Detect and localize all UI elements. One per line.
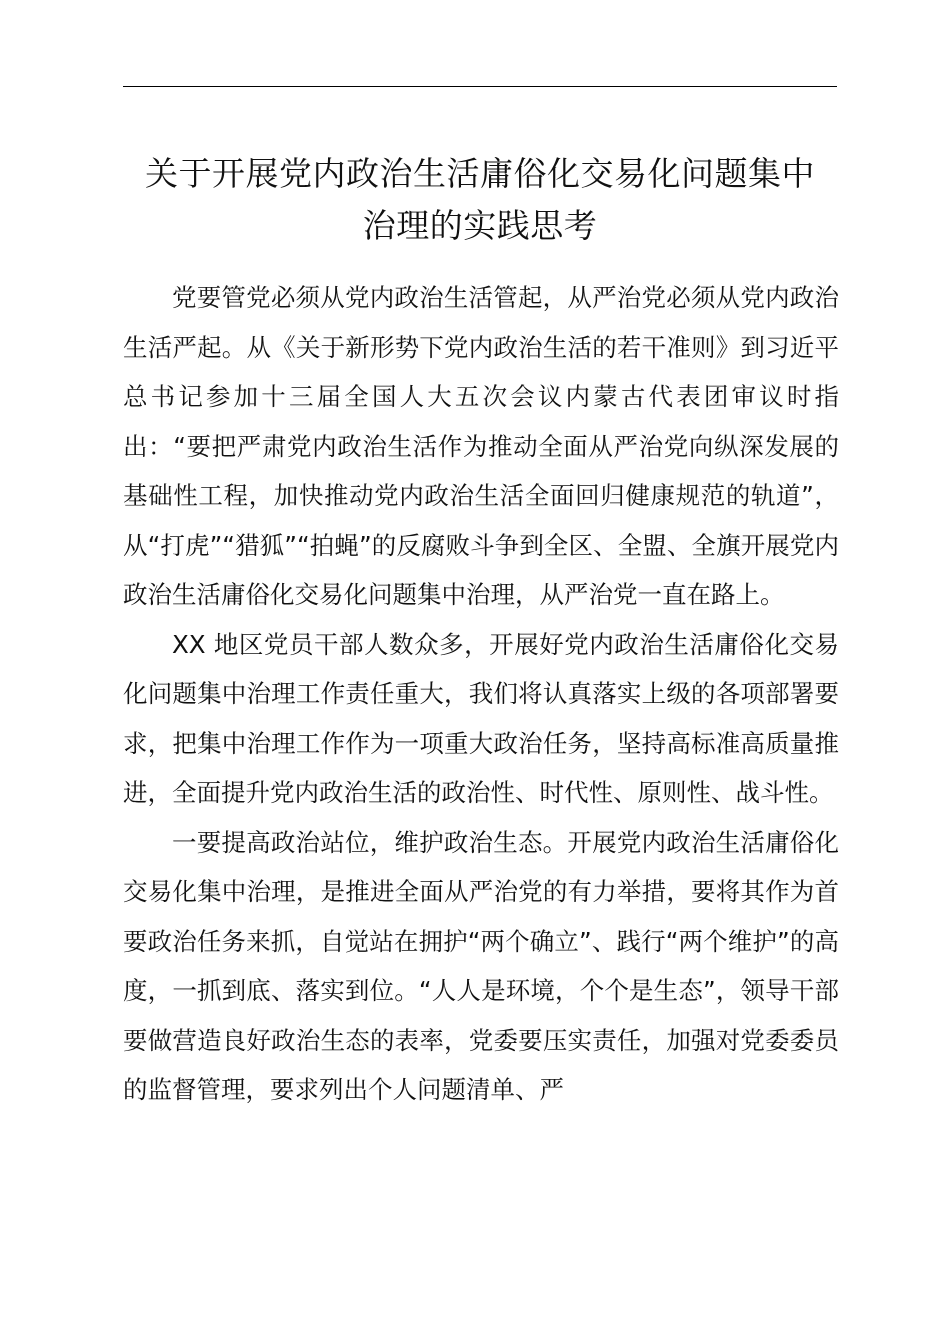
- paragraph-2: XX 地区党员干部人数众多，开展好党内政治生活庸俗化交易化问题集中治理工作责任重大，我们将认真落实上级的各项部署要求，把集中治理工作作为一项重大政治任务，坚持高标准高质量推进，全面提升党内政治生活的政治性、时代性、原则性、战斗性。: [123, 629, 839, 807]
- paragraph-1: 党要管党必须从党内政治生活管起，从严治党必须从党内政治生活严起。从《关于新形势下党内政治生活的若干准则》到习近平总书记参加十三届全国人大五次会议内蒙古代表团审议时指出：“要把严肃党内政治生活作为推动全面从严治党向纵深发展的基础性工程，加快推动党内政治生活全面回归健康规范的轨道”，从“打虎”“猎狐”“拍蝇”的反腐败斗争到全区、全盟、全旗开展党内政治生活庸俗化交易化问题集中治理，从严治党一直在路上。: [123, 283, 839, 609]
- title-line-2: 治理的实践思考: [362, 206, 598, 245]
- paragraph-3: 一要提高政治站位，维护政治生态。开展党内政治生活庸俗化交易化集中治理，是推进全面从严治党的有力举措，要将其作为首要政治任务来抓，自觉站在拥护“两个确立”、践行“两个维护”的高度，一抓到底、落实到位。“人人是环境，个个是生态”，领导干部要做营造良好政治生态的表率，党委要压实责任，加强对党委委员的监督管理，要求列出个人问题清单、严: [123, 827, 839, 1104]
- header-rule: [123, 86, 837, 87]
- title-line-1: 关于开展党内政治生活庸俗化交易化问题集中: [145, 154, 815, 193]
- document-title: [110, 148, 850, 252]
- document-body: [123, 273, 839, 1115]
